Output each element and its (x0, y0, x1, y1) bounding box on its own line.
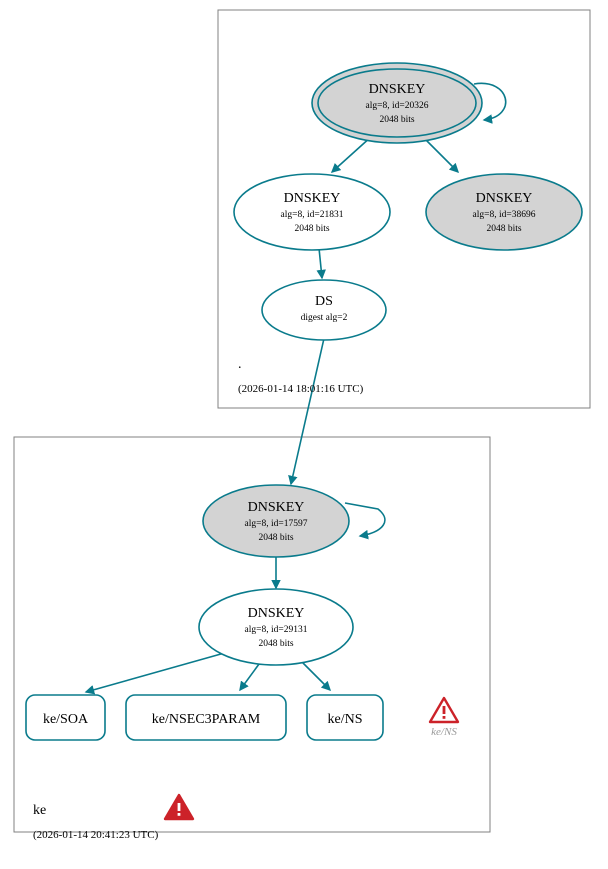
node-line1: ke/NS (327, 712, 363, 727)
node-line2: alg=8, id=20326 (365, 101, 429, 111)
warning-triangle-icon (165, 795, 193, 819)
node-line1: DNSKEY (368, 82, 426, 97)
cluster-ke-zone-timestamp: (2026-01-14 20:41:23 UTC) (33, 829, 159, 841)
edge-ds-to-ke-ksk (291, 334, 325, 484)
warning-ke-zone[interactable] (165, 795, 193, 819)
node-line3: 2048 bits (258, 639, 294, 649)
warning-triangle-icon (430, 698, 458, 722)
node-line2: alg=8, id=17597 (244, 519, 308, 529)
cluster-ke-zone-name: ke (33, 803, 47, 818)
node-ke-soa[interactable] (26, 695, 105, 740)
edge-ke-zsk-to-ke-soa (86, 652, 228, 692)
node-line1: DNSKEY (283, 191, 341, 206)
warning-label: ke/NS (431, 726, 457, 738)
node-line3: 2048 bits (294, 224, 330, 234)
warning-ke-ns[interactable] (430, 698, 458, 738)
node-root-zsk-21831[interactable] (234, 174, 390, 250)
node-line1: DNSKEY (247, 500, 305, 515)
cluster-root-zone-timestamp: (2026-01-14 18:01:16 UTC) (238, 383, 364, 395)
node-ke-nsec3param[interactable] (126, 695, 286, 740)
node-line1: DNSKEY (247, 606, 305, 621)
node-ke-ksk-17597[interactable] (203, 485, 349, 557)
node-line3: 2048 bits (486, 224, 522, 234)
node-root-ksk-20326[interactable] (312, 63, 482, 143)
node-line1: ke/NSEC3PARAM (151, 712, 261, 727)
node-line3: 2048 bits (379, 115, 415, 125)
node-line1: DNSKEY (475, 191, 533, 206)
edge-root-ksk-to-key38696 (422, 136, 458, 172)
edge-self-sign-ke-ksk (345, 503, 385, 536)
node-ke-ns[interactable] (307, 695, 383, 740)
node-ke-zsk-29131[interactable] (199, 589, 353, 665)
node-ds-digest-alg2[interactable] (262, 280, 386, 340)
node-line2: alg=8, id=38696 (472, 210, 536, 220)
node-line1: ke/SOA (42, 712, 89, 727)
node-line1: DS (315, 294, 333, 309)
node-line2: alg=8, id=21831 (280, 210, 344, 220)
edge-zsk21831-to-ds (319, 248, 322, 278)
node-line3: 2048 bits (258, 533, 294, 543)
cluster-root-zone-name: . (238, 357, 242, 372)
edge-ke-zsk-to-ke-ns (300, 660, 330, 690)
node-line2: alg=8, id=29131 (244, 625, 308, 635)
node-line2: digest alg=2 (300, 313, 348, 323)
node-root-key-38696[interactable] (426, 174, 582, 250)
edge-root-ksk-to-zsk21831 (332, 136, 372, 172)
